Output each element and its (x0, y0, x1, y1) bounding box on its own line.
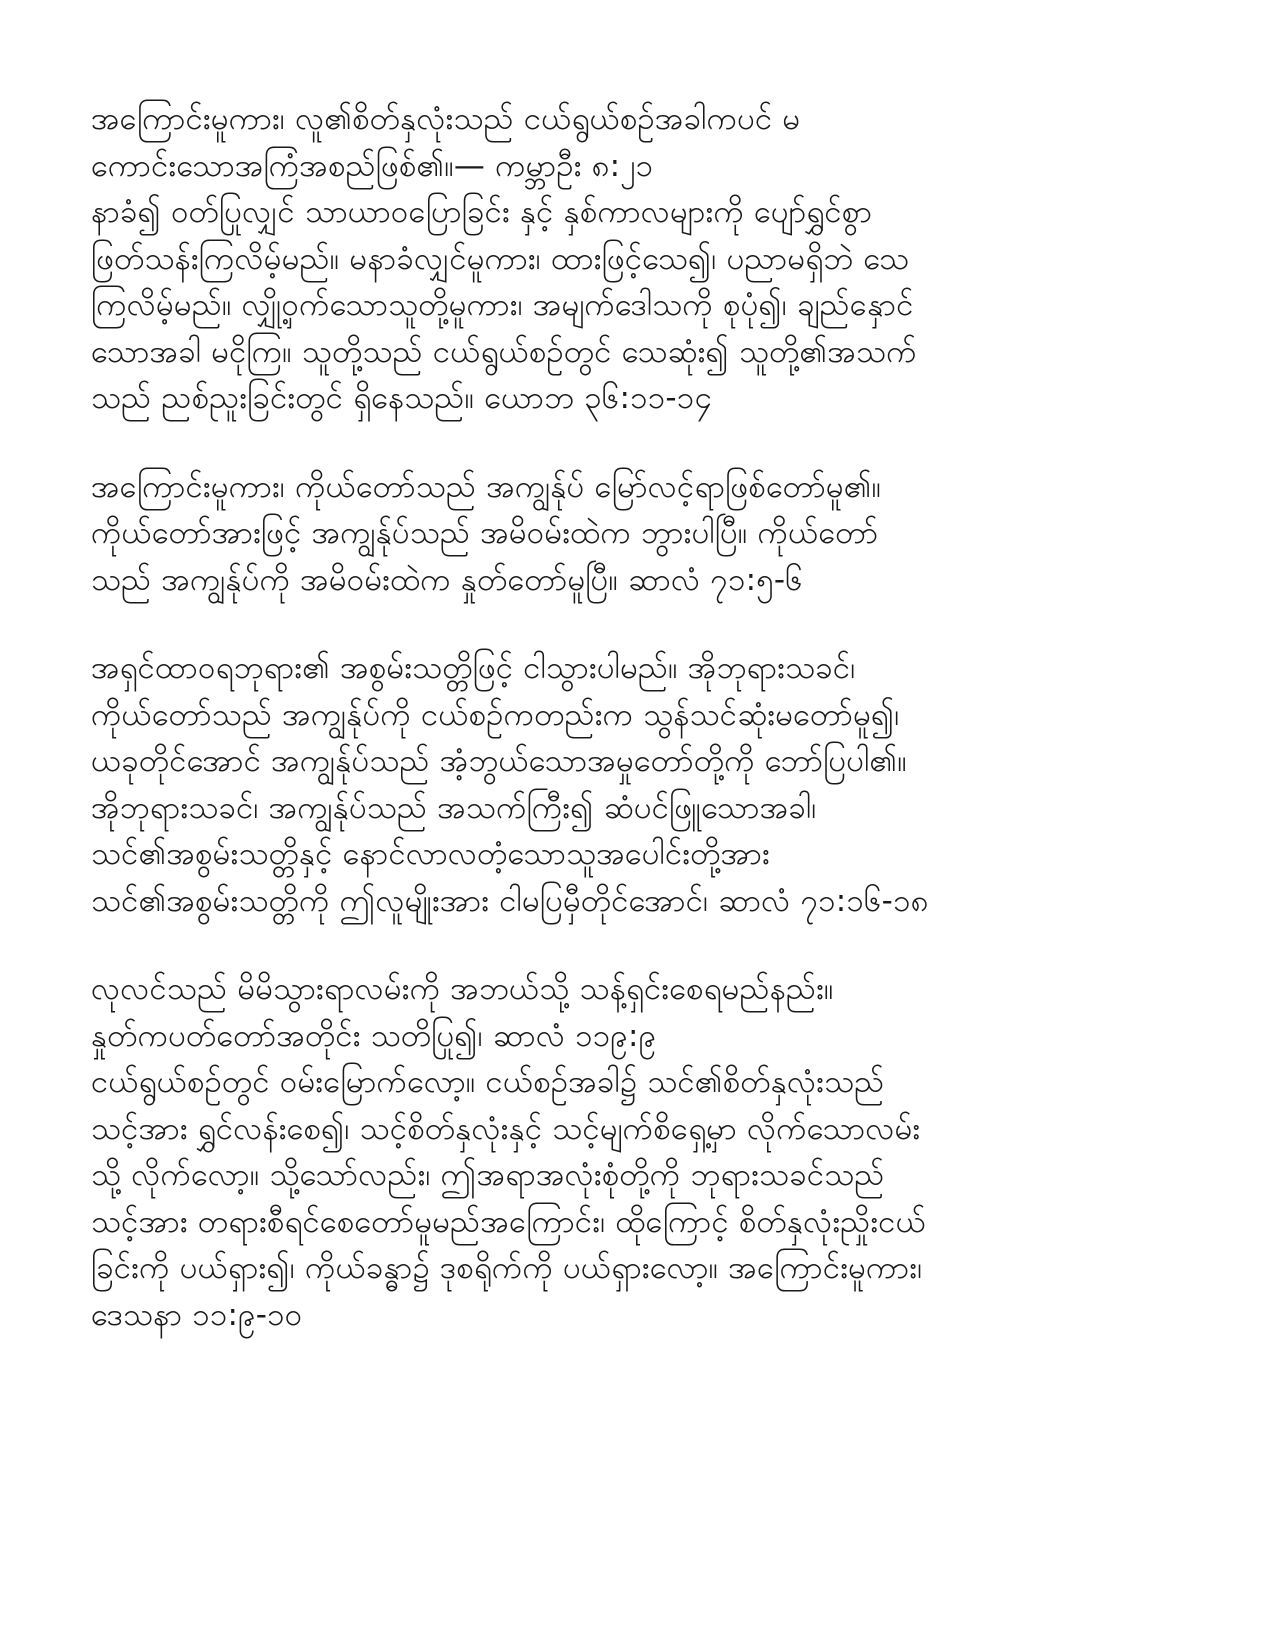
text-line: ကိုယ်တော်သည် အကျွန်ုပ်ကို ငယ်စဉ်ကတည်းက သွန်သင်ဆုံးမတော်မူ၍၊ (91, 696, 900, 733)
text-line: ဖြတ်သန်းကြလိမ့်မည်။ မနာခံလျှင်မူကား၊ ထားဖြင့်သေ၍၊ ပညာမရှိဘဲ သေ (91, 240, 910, 277)
text-line: အကြောင်းမူကား၊ လူ၏စိတ်နှလုံးသည် ငယ်ရွယ်စဉ်အခါကပင် မ (91, 101, 801, 137)
text-line: သင့်အား ရွှင်လန်းစေ၍၊ သင့်စိတ်နှလုံးနှင့် သင့်မျက်စိရှေ့မှာ လိုက်သောလမ်း (91, 1110, 921, 1147)
text-line: ကိုယ်တော်အားဖြင့် အကျွန်ုပ်သည် အမိဝမ်းထဲက ဘွားပါပြီ။ ကိုယ်တော် (91, 515, 879, 551)
text-line: နှုတ်ကပတ်တော်အတိုင်း သတိပြု၍၊ ဆာလံ ၁၁၉:၉ (91, 1017, 657, 1054)
paragraph-2 (91, 464, 1201, 604)
text-line: အိုဘုရားသခင်၊ အကျွန်ုပ်သည် အသက်ကြီး၍ ဆံပင်ဖြူသောအခါ၊ (91, 789, 817, 826)
text-line: သည် အကျွန်ုပ်ကို အမိဝမ်းထဲက နှုတ်တော်မူပြီ။ ဆာလံ ၇၁:၅-၆ (91, 561, 803, 598)
paragraph-3 (91, 645, 1201, 924)
text-line: သင်၏အစွမ်းသတ္တိကို ဤလူမျိုးအား ငါမပြမှီတိုင်အောင်၊ ဆာလံ ၇၁:၁၆-၁၈ (91, 882, 929, 919)
text-line: သည် ညစ်ညူးခြင်းတွင် ရှိနေသည်။ ယောဘ ၃၆:၁၁-၁၄ (91, 380, 713, 416)
text-line: သို့ လိုက်လော့။ သို့သော်လည်း၊ ဤအရာအလုံးစုံတို့ကို ဘုရားသခင်သည် (91, 1157, 885, 1193)
text-line: ဒေသနာ ၁၁:၉-၁၀ (91, 1296, 303, 1333)
text-line: နာခံ၍ ဝတ်ပြုလျှင် သာယာဝပြောခြင်း နှင့် နှစ်ကာလများကို ပျော်ရွှင်စွာ (91, 194, 873, 230)
text-line: အကြောင်းမူကား၊ ကိုယ်တော်သည် အကျွန်ုပ် မြော်လင့်ရာဖြစ်တော်မူ၏။ (91, 468, 882, 505)
text-line: သင့်အား တရားစီရင်စေတော်မူမည်အကြောင်း၊ ထိုကြောင့် စိတ်နှလုံးညှိုးငယ် (91, 1203, 926, 1240)
text-line: ကြလိမ့်မည်။ လျှို့ဝှက်သောသူတို့မူကား၊ အမျက်ဒေါသကို စုပုံ၍၊ ချည်နှောင် (91, 287, 914, 323)
paragraph-4 (91, 966, 1201, 1338)
text-line: သောအခါ မငိုကြ။ သူတို့သည် ငယ်ရွယ်စဉ်တွင် သေဆုံး၍ သူတို့၏အသက် (91, 333, 917, 370)
text-line: ယခုတိုင်အောင် အကျွန်ုပ်သည် အံ့ဘွယ်သောအမှုတော်တို့ကို ဘော်ပြပါ၏။ (91, 743, 907, 779)
text-line: လုလင်သည် မိမိသွားရာလမ်းကို အဘယ်သို့ သန့်ရှင်းစေရမည်နည်း။ (91, 971, 834, 1007)
paragraph-1 (91, 96, 1201, 422)
text-line: ခြင်းကို ပယ်ရှား၍၊ ကိုယ်ခန္ဓာ၌ ဒုစရိုက်ကို ပယ်ရှားလော့။ အကြောင်းမူကား၊ (91, 1250, 923, 1286)
text-line: ငယ်ရွယ်စဉ်တွင် ဝမ်းမြောက်လော့။ ငယ်စဉ်အခါ၌ သင်၏စိတ်နှလုံးသည် (91, 1064, 885, 1100)
text-line: သင်၏အစွမ်းသတ္တိနှင့် နောင်လာလတံ့သောသူအပေါင်းတို့အား (91, 836, 770, 872)
text-line: ကောင်းသောအကြံအစည်ဖြစ်၏။— ကမ္ဘာဦး ၈:၂၁ (91, 147, 654, 184)
document-page (91, 96, 1201, 1380)
text-line: အရှင်ထာဝရဘုရား၏ အစွမ်းသတ္တိဖြင့် ငါသွားပါမည်။ အိုဘုရားသခင်၊ (91, 650, 856, 686)
